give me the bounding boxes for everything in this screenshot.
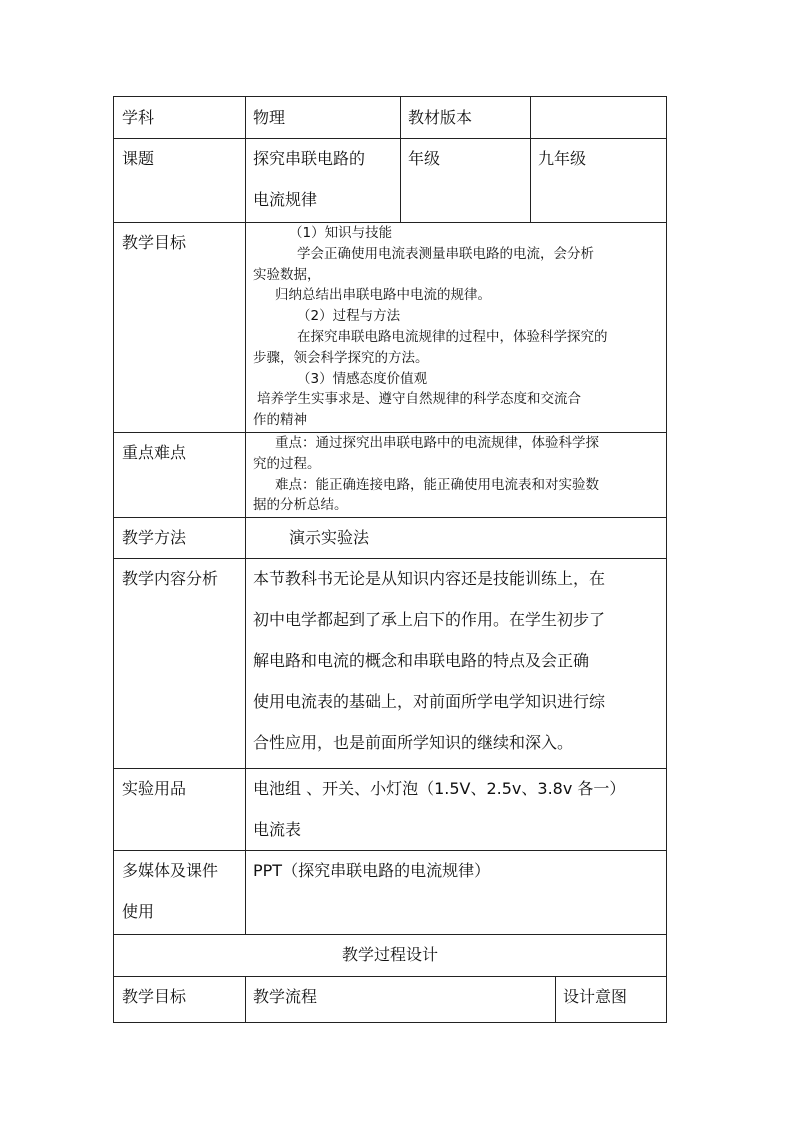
subject-value: 物理 bbox=[245, 97, 401, 139]
objective-line: 归纳总结出串联电路中电流的规律。 bbox=[275, 287, 491, 304]
analysis-line: 合性应用，也是前面所学知识的继续和深入。 bbox=[253, 733, 574, 752]
objective-line: 步骤，领会科学探究的方法。 bbox=[253, 349, 429, 366]
analysis-content bbox=[245, 558, 667, 769]
equipment-line: 电池组 、开关、小灯泡（1.5V、2.5v、3.8v 各一） bbox=[253, 779, 626, 798]
objective-line: 培养学生实事求是、遵守自然规律的科学态度和交流合 bbox=[257, 391, 581, 408]
media-label-line: 使用 bbox=[122, 902, 155, 921]
objective-line: 实验数据， bbox=[253, 266, 321, 283]
subject-label: 学科 bbox=[114, 97, 246, 139]
equipment-line: 电流表 bbox=[253, 820, 302, 839]
analysis-line: 使用电流表的基础上，对前面所学电学知识进行综 bbox=[253, 692, 606, 711]
equipment-label: 实验用品 bbox=[114, 768, 246, 851]
grade-value: 九年级 bbox=[530, 138, 667, 223]
keypoints-label: 重点难点 bbox=[114, 432, 246, 518]
keypoint-line: 重点：通过探究出串联电路中的电流规律，体验科学探 bbox=[275, 435, 599, 451]
keypoint-line: 据的分析总结。 bbox=[253, 497, 348, 514]
edition-value bbox=[530, 97, 667, 139]
method-value: 演示实验法 bbox=[245, 517, 667, 559]
topic-line: 探究串联电路的 bbox=[253, 149, 366, 168]
topic-line: 电流规律 bbox=[253, 190, 318, 209]
keypoint-line: 难点：能正确连接电路，能正确使用电流表和对实验数 bbox=[275, 476, 599, 493]
keypoints-content bbox=[245, 432, 667, 518]
objective-line: 在探究串联电路电流规律的过程中，体验科学探究的 bbox=[297, 328, 608, 345]
edition-label: 教材版本 bbox=[400, 97, 531, 139]
grade-label: 年级 bbox=[400, 138, 531, 223]
objective-heading: （3）情感态度价值观 bbox=[297, 370, 428, 387]
topic-label: 课题 bbox=[114, 138, 246, 223]
keypoint-line: 究的过程。 bbox=[253, 455, 321, 472]
objectives-content bbox=[245, 222, 667, 433]
objective-line: 作的精神 bbox=[253, 412, 307, 429]
process-col-intent: 设计意图 bbox=[555, 976, 667, 1023]
process-col-objectives: 教学目标 bbox=[114, 976, 246, 1023]
process-col-flow: 教学流程 bbox=[245, 976, 556, 1023]
media-label bbox=[114, 850, 246, 935]
media-value: PPT（探究串联电路的电流规律） bbox=[245, 850, 667, 935]
topic-value bbox=[245, 138, 401, 223]
equipment-content bbox=[245, 768, 667, 851]
method-label: 教学方法 bbox=[114, 517, 246, 559]
objective-heading: （2）过程与方法 bbox=[297, 308, 401, 325]
lesson-plan-table bbox=[113, 96, 667, 1023]
analysis-label: 教学内容分析 bbox=[114, 558, 246, 769]
analysis-line: 解电路和电流的概念和串联电路的特点及会正确 bbox=[253, 651, 590, 670]
objectives-label: 教学目标 bbox=[114, 222, 246, 433]
analysis-line: 本节教科书无论是从知识内容还是技能训练上，在 bbox=[253, 569, 606, 588]
objective-heading: （1）知识与技能 bbox=[289, 225, 393, 241]
objective-line: 学会正确使用电流表测量串联电路的电流，会分析 bbox=[297, 245, 594, 262]
analysis-line: 初中电学都起到了承上启下的作用。在学生初步了 bbox=[253, 610, 606, 629]
media-label-line: 多媒体及课件 bbox=[122, 861, 219, 880]
process-title: 教学过程设计 bbox=[114, 934, 667, 977]
